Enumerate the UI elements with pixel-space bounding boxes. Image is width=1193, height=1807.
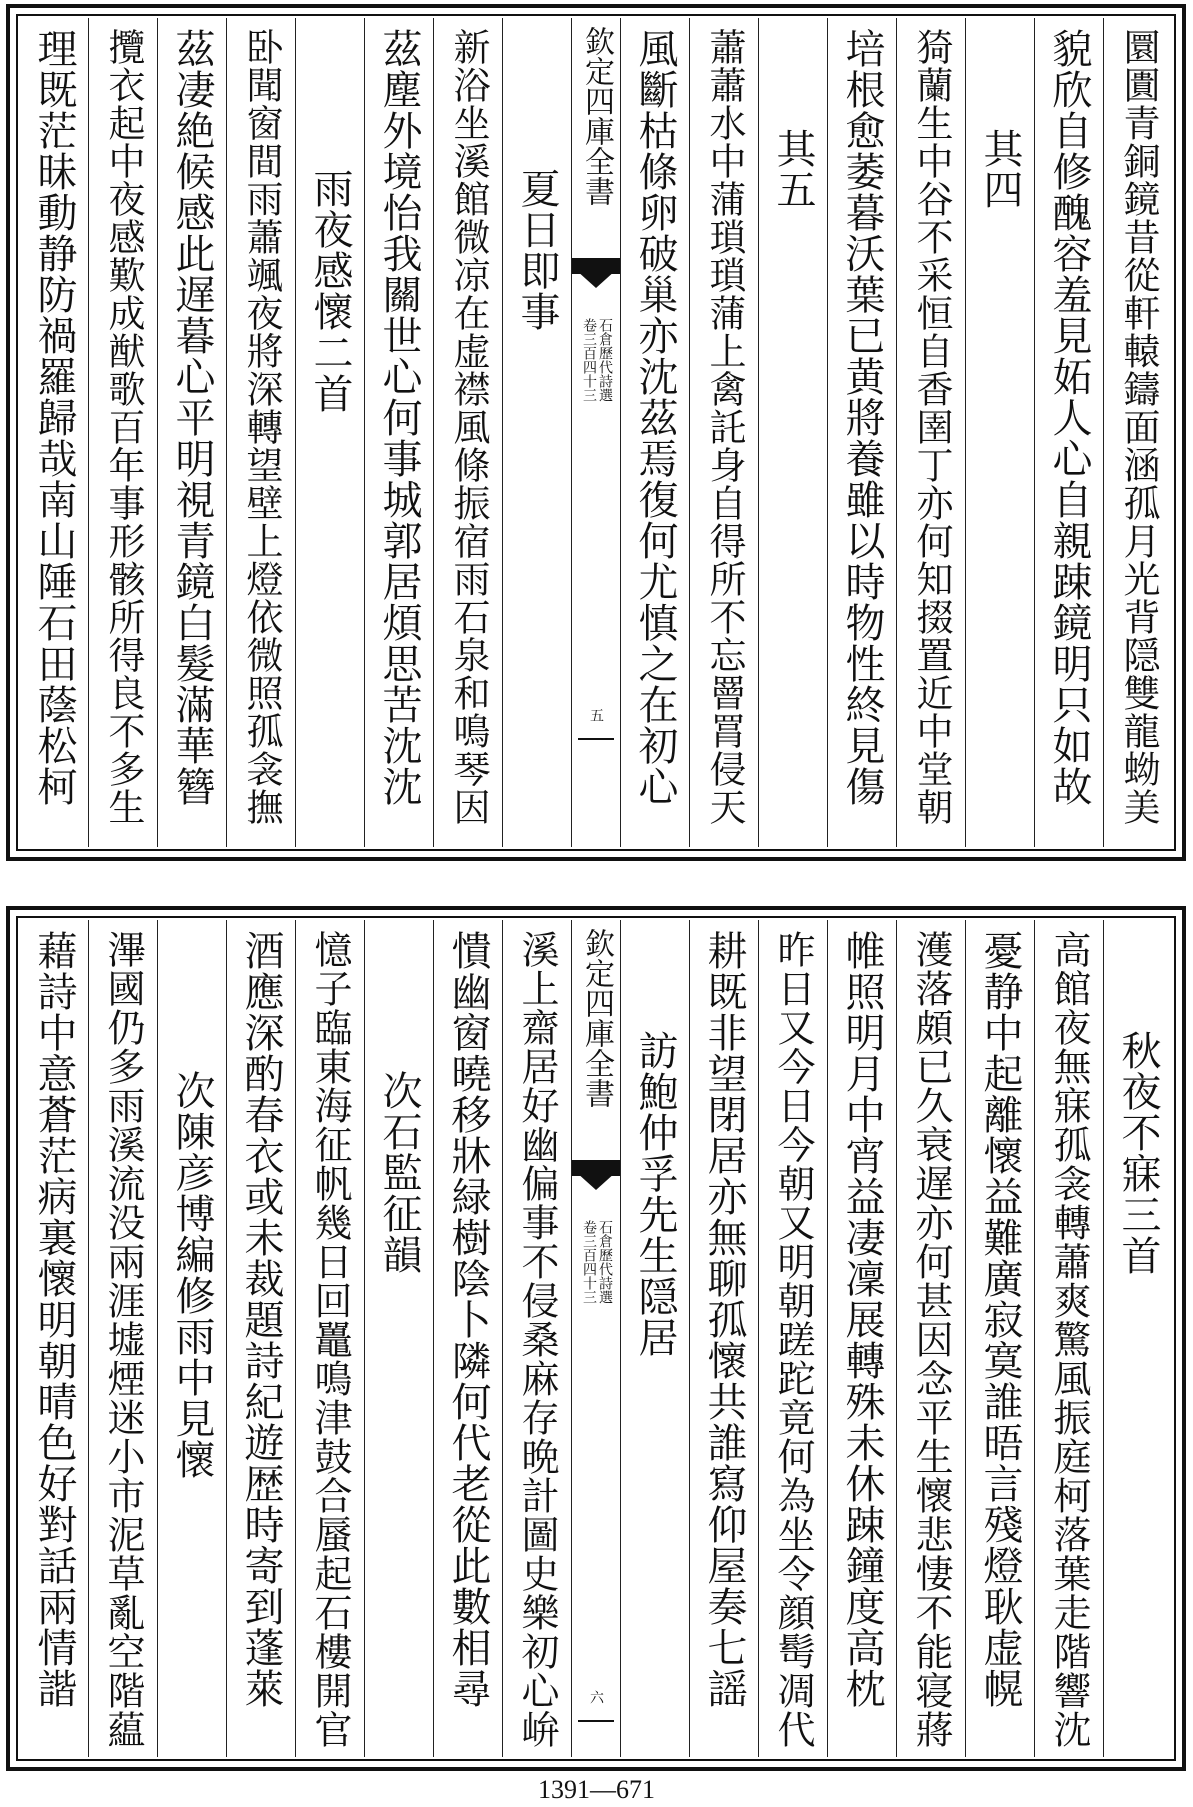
volume-number: 卷三百四十三 (581, 318, 597, 402)
column-text: 帷照明月中宵益凄凜展轉殊未休踈鐘度高枕 (839, 930, 885, 1709)
text-column (157, 18, 226, 847)
text-column (620, 18, 689, 847)
text-column (827, 920, 896, 1757)
column-text: 藉詩中意蒼茫病裏懷明朝晴色好對話兩情諧 (31, 930, 77, 1709)
poem-heading: 夏日即事 (514, 168, 560, 332)
poem-heading: 雨夜感懷二首 (307, 168, 353, 414)
heading-column (502, 18, 571, 847)
page-bottom (6, 906, 1186, 1771)
column-text: 蕭蕭水中蒲瑣瑣蒲上禽託身自得所不忘罾罥侵天 (703, 28, 746, 826)
column-text: 理既茫昧動静防禍羅歸哉南山陲石田蔭松柯 (31, 28, 77, 807)
collection-title: 石倉歷代詩選 (597, 318, 613, 402)
column-text: 溪上齋居好幽偏事不侵桑麻存晩計圖史樂初心峅 (515, 930, 559, 1749)
column-text: 茲塵外境怡我關世心何事城郭居煩思苦沈沈 (376, 28, 422, 807)
text-column (433, 920, 502, 1757)
heading-column (157, 920, 226, 1757)
column-text: 攬衣起中夜感歎成猷歌百年事形骸所得良不多生 (102, 28, 145, 826)
column-text: 圜圚青銅鏡昔從軒轅鑄面涵孤月光背隠雙龍蚴美 (1117, 28, 1160, 826)
heading-column (364, 920, 433, 1757)
book-title: 欽定四庫全書 (579, 26, 614, 206)
column-text: 貌欣自修醜容羞見妬人心自親踈鏡明只如故 (1046, 28, 1092, 807)
fishtail-mark (572, 1160, 620, 1200)
leaf-number: 六 (588, 1690, 604, 1704)
leaf-number: 五 (588, 708, 604, 722)
fold-rule (578, 1720, 614, 1722)
text-column (965, 920, 1034, 1757)
column-text: 茲凄絶候感此遅暮心平明視青鏡白髮滿華簪 (169, 28, 215, 807)
text-column (1103, 18, 1172, 847)
column-text: 新浴坐溪館微凉在虚襟風條振宿雨石泉和鳴琴因 (447, 28, 490, 826)
text-column (896, 920, 965, 1757)
column-text: 憶子臨東海征帆幾日回鼉鳴津鼓合蜃起石樓開官 (308, 930, 352, 1749)
text-column (1034, 920, 1103, 1757)
heading-column (620, 920, 689, 1757)
text-column (226, 18, 295, 847)
column-text: 風斷枯條卵破巢亦沈茲焉復何尤慎之在初心 (632, 28, 678, 807)
poem-heading: 次石監征韻 (376, 1070, 422, 1275)
text-column (433, 18, 502, 847)
text-column (896, 18, 965, 847)
text-column (502, 920, 571, 1757)
column-text: 酒應深酌春衣或未裁題詩紀遊歴時寄到蓬萊 (238, 930, 284, 1709)
text-column (827, 18, 896, 847)
heading-column (965, 18, 1034, 847)
text-column (689, 920, 758, 1757)
text-column (364, 18, 433, 847)
column-text: 昨日又今日今朝又明朝蹉跎竟何為坐令顔髩凋代 (771, 930, 815, 1749)
text-column (20, 18, 88, 847)
column-text: 滭國仍多雨溪流没兩涯墟煙迷小市泥草亂空階藴 (101, 930, 145, 1749)
poem-heading: 秋夜不寐三首 (1115, 1030, 1161, 1276)
column-text: 憂静中起離懷益難廣寂寞誰晤言殘燈耿虚幌 (977, 930, 1023, 1709)
column-text: 猗蘭生中谷不采恒自香圉丁亦何知掇置近中堂朝 (910, 28, 953, 826)
bottom-columns (20, 920, 1172, 1757)
text-column (689, 18, 758, 847)
center-fold (571, 18, 620, 847)
center-fold (571, 920, 620, 1757)
top-columns (20, 18, 1172, 847)
column-text: 憒幽窗曉移牀緑樹陰卜隣何代老從此數相尋 (445, 930, 491, 1709)
column-text: 高館夜無寐孤衾轉蕭爽驚風振庭柯落葉走階響沈 (1047, 930, 1091, 1749)
column-text: 濩落頗已久衰遅亦何甚因念平生懷悲悽不能寝蔣 (909, 930, 953, 1749)
text-column (1034, 18, 1103, 847)
heading-column (758, 18, 827, 847)
heading-column (1103, 920, 1172, 1757)
collection-title: 石倉歷代詩選 (597, 1220, 613, 1304)
text-column (226, 920, 295, 1757)
page-top (6, 4, 1186, 861)
column-text: 耕既非望閉居亦無聊孤懷共誰寫仰屋奏七謡 (701, 930, 747, 1709)
volume-number: 卷三百四十三 (581, 1220, 597, 1304)
poem-heading: 其五 (770, 128, 816, 210)
poem-heading: 次陳彦博編修雨中見懷 (169, 1070, 215, 1480)
page-number-footer: 1391—671 (538, 1775, 655, 1804)
poem-heading: 訪鮑仲孚先生隠居 (632, 1030, 678, 1358)
text-column (88, 18, 157, 847)
text-column (20, 920, 88, 1757)
poem-heading: 其四 (977, 128, 1023, 210)
fold-rule (578, 738, 614, 740)
book-title: 欽定四庫全書 (579, 928, 614, 1108)
column-text: 卧聞窗間雨蕭颯夜將深轉望壁上燈依微照孤衾撫 (240, 28, 283, 826)
heading-column (295, 18, 364, 847)
fishtail-mark (572, 258, 620, 298)
column-text: 培根愈萎暮沃葉已黄將養雖以時物性終見傷 (839, 28, 885, 807)
text-column (88, 920, 157, 1757)
text-column (295, 920, 364, 1757)
text-column (758, 920, 827, 1757)
